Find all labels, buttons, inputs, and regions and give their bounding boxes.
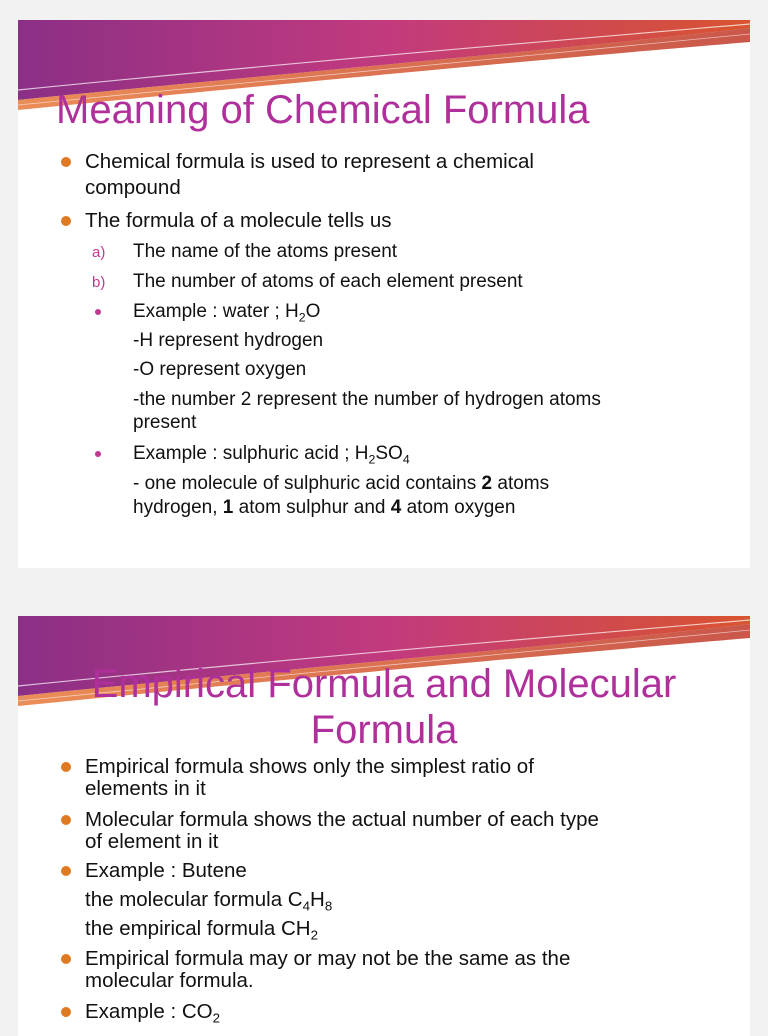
- bullet-text: Molecular formula shows the actual number of each type: [85, 808, 599, 831]
- bullet-text: Example : Butene: [85, 859, 247, 882]
- example-water: Example : water ; $H_2O$: [133, 301, 321, 325]
- bullet-text-continued: molecular formula.: [85, 969, 254, 992]
- bullet-text: The formula of a molecule tells us: [85, 209, 392, 232]
- slide-meaning-of-chemical-formula: [18, 20, 750, 568]
- bullet-text: Chemical formula is used to represent a chemical: [85, 150, 534, 173]
- molecule-description-continued: hydrogen, 1 atom sulphur and 4 atom oxygen: [133, 497, 516, 518]
- slide-empirical-and-molecular-formula: [18, 616, 750, 1036]
- slide-title-line-1: Empirical Formula and Molecular: [91, 662, 677, 706]
- list-item-a: The name of the atoms present: [133, 241, 398, 262]
- number-line-continued: present: [133, 412, 197, 433]
- number-line: -the number 2 represent the number of hydrogen atoms: [133, 389, 601, 410]
- bullet-icon: [61, 216, 71, 226]
- example-co2: Example : $CO_2$: [85, 1000, 221, 1026]
- bullet-icon: [61, 1007, 71, 1017]
- bullet-icon: [61, 815, 71, 825]
- bullet-text-continued: compound: [85, 176, 181, 199]
- bullet-icon: [61, 954, 71, 964]
- slide-title: Meaning of Chemical Formula: [56, 88, 590, 132]
- oxygen-line: -O represent oxygen: [133, 359, 307, 380]
- sub-bullet-icon: [95, 451, 101, 457]
- bullet-text-continued: elements in it: [85, 777, 206, 800]
- bullet-icon: [61, 157, 71, 167]
- bullet-text: Empirical formula may or may not be the same as the: [85, 947, 571, 970]
- example-sulphuric-acid: Example : sulphuric acid ; $H_2SO_4$: [133, 443, 410, 467]
- bullet-icon: [61, 762, 71, 772]
- sub-bullet-icon: [95, 309, 101, 315]
- list-marker-a: a): [92, 244, 106, 261]
- slide-title-line-2: Formula: [310, 708, 458, 752]
- empirical-formula-line: the empirical formula $CH_2$: [85, 917, 318, 943]
- slide-title: [18, 661, 750, 753]
- bullet-icon: [61, 866, 71, 876]
- hydrogen-line: -H represent hydrogen: [133, 330, 324, 351]
- list-marker-b: b): [92, 274, 106, 291]
- molecular-formula-line: the molecular formula $C_4H_8$: [85, 888, 333, 914]
- molecule-description: - one molecule of sulphuric acid contains 2 atoms: [133, 473, 550, 494]
- list-item-b: The number of atoms of each element present: [133, 271, 523, 292]
- bullet-text: Empirical formula shows only the simplest ratio of: [85, 755, 534, 778]
- bullet-text-continued: of element in it: [85, 830, 219, 853]
